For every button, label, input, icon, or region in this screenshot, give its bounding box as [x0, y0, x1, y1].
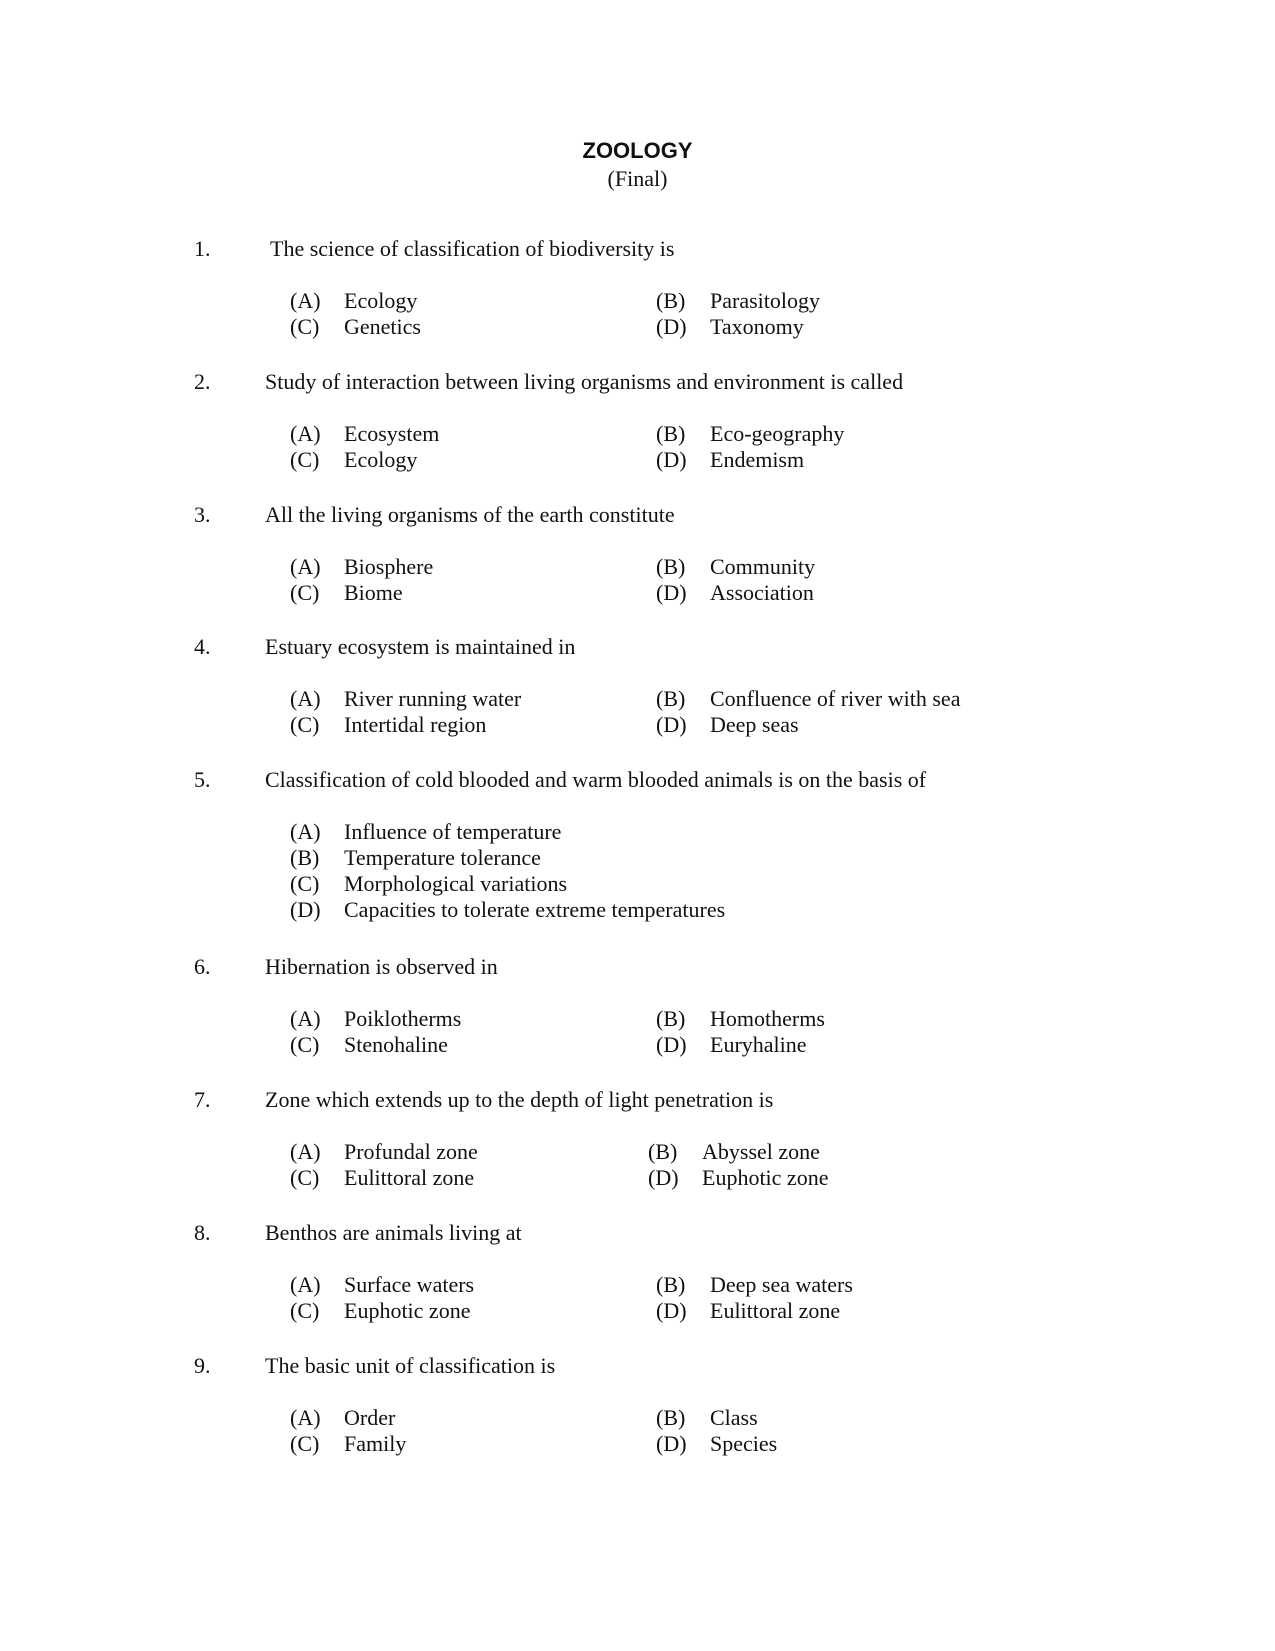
option-text: Taxonomy — [710, 314, 804, 339]
option-text: Euphotic zone — [344, 1298, 471, 1323]
option-text: Order — [344, 1405, 396, 1430]
question-text: The science of classification of biodiversity is — [270, 236, 675, 261]
option-letter: (B) — [656, 1405, 686, 1430]
option-letter: (A) — [290, 819, 321, 844]
option-letter: (A) — [290, 288, 321, 313]
option-text: Parasitology — [710, 288, 820, 313]
option-letter: (C) — [290, 871, 320, 896]
option-letter: (D) — [656, 580, 687, 605]
option-text: Influence of temperature — [344, 819, 562, 844]
question-text: The basic unit of classification is — [265, 1353, 556, 1378]
question-text: Benthos are animals living at — [265, 1220, 522, 1245]
option-letter: (D) — [290, 897, 321, 922]
option-text: Homotherms — [710, 1006, 825, 1031]
option-letter: (B) — [656, 554, 686, 579]
option-text: Deep sea waters — [710, 1272, 853, 1297]
option-letter: (B) — [656, 1272, 686, 1297]
option-letter: (C) — [290, 1298, 320, 1323]
option-letter: (C) — [290, 1032, 320, 1057]
option-letter: (D) — [656, 314, 687, 339]
question-number: 7. — [194, 1087, 211, 1112]
option-letter: (B) — [656, 686, 686, 711]
question-text: Study of interaction between living organisms and environment is called — [265, 369, 904, 394]
question-number: 6. — [194, 954, 211, 979]
option-text: Endemism — [710, 447, 805, 472]
option-letter: (D) — [656, 447, 687, 472]
option-text: Association — [710, 580, 814, 605]
option-letter: (B) — [290, 845, 320, 870]
option-text: Class — [710, 1405, 758, 1430]
option-letter: (B) — [656, 421, 686, 446]
option-text: Ecology — [344, 447, 418, 472]
option-letter: (A) — [290, 554, 321, 579]
option-text: Biome — [344, 580, 403, 605]
option-text: Confluence of river with sea — [710, 686, 961, 711]
option-text: Euphotic zone — [702, 1165, 829, 1190]
option-text: Ecology — [344, 288, 418, 313]
question-number: 3. — [194, 502, 211, 527]
option-letter: (D) — [656, 1032, 687, 1057]
option-letter: (A) — [290, 686, 321, 711]
exam-subtitle: (Final) — [607, 166, 668, 191]
option-letter: (B) — [656, 1006, 686, 1031]
option-text: Eulittoral zone — [710, 1298, 841, 1323]
question-number: 1. — [194, 236, 211, 261]
option-text: Community — [710, 554, 816, 579]
option-text: River running water — [344, 686, 522, 711]
question-text: Estuary ecosystem is maintained in — [265, 634, 576, 659]
option-text: Eco-geography — [710, 421, 845, 446]
option-text: Ecosystem — [344, 421, 440, 446]
option-text: Eulittoral zone — [344, 1165, 475, 1190]
option-letter: (D) — [648, 1165, 679, 1190]
option-letter: (C) — [290, 580, 320, 605]
question-number: 2. — [194, 369, 211, 394]
option-letter: (A) — [290, 1272, 321, 1297]
option-text: Intertidal region — [344, 712, 487, 737]
option-text: Stenohaline — [344, 1032, 448, 1057]
option-text: Abyssel zone — [702, 1139, 820, 1164]
option-letter: (C) — [290, 1431, 320, 1456]
option-text: Family — [344, 1431, 407, 1456]
option-letter: (B) — [648, 1139, 678, 1164]
question-text: Zone which extends up to the depth of light penetration is — [265, 1087, 774, 1112]
option-text: Poiklotherms — [344, 1006, 462, 1031]
option-text: Capacities to tolerate extreme temperatures — [344, 897, 726, 922]
option-text: Temperature tolerance — [344, 845, 541, 870]
option-letter: (B) — [656, 288, 686, 313]
option-letter: (A) — [290, 1006, 321, 1031]
option-text: Deep seas — [710, 712, 799, 737]
option-text: Biosphere — [344, 554, 434, 579]
option-text: Morphological variations — [344, 871, 568, 896]
option-text: Species — [710, 1431, 778, 1456]
option-letter: (C) — [290, 447, 320, 472]
option-text: Euryhaline — [710, 1032, 807, 1057]
option-letter: (C) — [290, 712, 320, 737]
question-text: Classification of cold blooded and warm blooded animals is on the basis of — [265, 767, 927, 792]
option-letter: (D) — [656, 1431, 687, 1456]
question-number: 8. — [194, 1220, 211, 1245]
question-text: Hibernation is observed in — [265, 954, 498, 979]
exam-title: ZOOLOGY — [582, 138, 693, 163]
option-letter: (C) — [290, 1165, 320, 1190]
option-text: Genetics — [344, 314, 421, 339]
option-letter: (A) — [290, 1405, 321, 1430]
option-letter: (D) — [656, 712, 687, 737]
question-number: 5. — [194, 767, 211, 792]
question-number: 9. — [194, 1353, 211, 1378]
option-letter: (C) — [290, 314, 320, 339]
option-text: Surface waters — [344, 1272, 475, 1297]
option-letter: (A) — [290, 421, 321, 446]
option-letter: (D) — [656, 1298, 687, 1323]
question-text: All the living organisms of the earth constitute — [265, 502, 675, 527]
question-number: 4. — [194, 634, 211, 659]
option-text: Profundal zone — [344, 1139, 478, 1164]
option-letter: (A) — [290, 1139, 321, 1164]
